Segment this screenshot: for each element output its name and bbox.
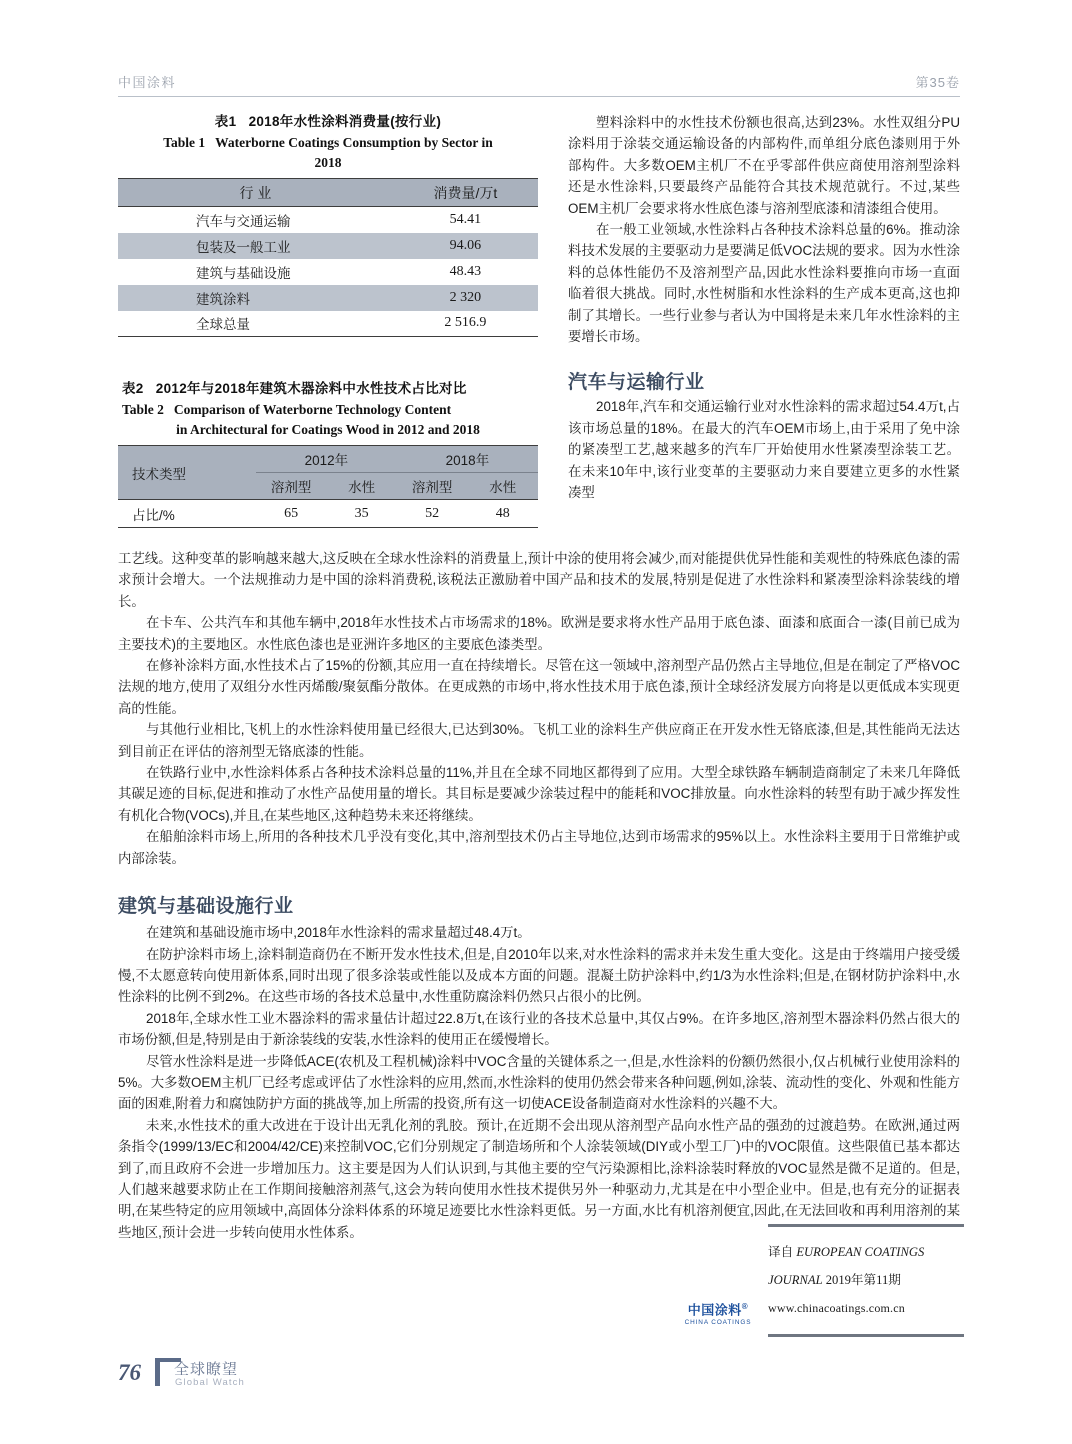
- table-row: [118, 259, 538, 285]
- table1-cell-value: 2 516.9: [444, 315, 487, 331]
- volume-label: 第35卷: [915, 75, 960, 90]
- table2-cell-value: 35: [354, 505, 369, 521]
- table1-cell-value: 48.43: [449, 263, 482, 279]
- table-row: [118, 233, 538, 259]
- table2-cell-value: 65: [284, 505, 299, 521]
- table1-block: [118, 112, 538, 337]
- table1: [118, 178, 538, 337]
- table2-cell-value: 52: [425, 505, 440, 521]
- citation-prefix: 译自: [768, 1245, 794, 1259]
- table1-caption-en-label: Table 1: [163, 135, 206, 150]
- page-number: 76: [118, 1360, 141, 1385]
- table1-caption-en2: 2018: [314, 155, 342, 170]
- citation-issue: 2019年第11期: [825, 1273, 901, 1287]
- table1-cell-sector: 包装及一般工业: [118, 233, 393, 259]
- citation-rule-top: [768, 1224, 964, 1227]
- table2-caption-en-label: Table 2: [122, 402, 164, 417]
- table2-caption-en: [118, 400, 538, 419]
- paragraph-architectural-demand: 在建筑和基础设施市场中,2018年水性涂料的需求量超过48.4万t。: [146, 925, 531, 941]
- table2-caption-en2: in Architectural for Coatings Wood in 2012 and 2018: [176, 422, 480, 437]
- logo-text-cn: 中国涂料®: [687, 1302, 749, 1318]
- table-row: [118, 207, 538, 233]
- table2-caption-cn-label: 表2: [122, 381, 144, 396]
- paragraph-plastics-coatings: 塑料涂料中的水性技术份额也很高,达到23%。水性双组分PU涂料用于涂装交通运输设备的内部构件,而单组分底色漆则用于外部构件。大多数OEM主机厂不在乎零部件供应商使用溶剂型涂料还是水性涂料,只要最终产品能符合其技术规范就行。不过,某些OEM主机厂会要求将水性底色漆与溶剂型底漆和清漆组合使用。: [568, 115, 960, 216]
- table2-cell-value: 48: [495, 505, 510, 521]
- table1-col-sector: 行 业: [118, 179, 393, 207]
- table-row: [118, 285, 538, 311]
- section-heading-automotive: 汽车与运输行业: [568, 372, 705, 394]
- paragraph-refinish: 在修补涂料方面,水性技术占了15%的份额,其应用一直在持续增长。尽管在这一领域中,溶剂型产品仍然占主导地位,但是在制定了严格VOC法规的地方,使用了双组分水性丙烯酸/聚氨酯分散体。在更成熟的市场中,将水性技术用于底色漆,预计全球经济发展方向将是以更低成本实现更高的性能。: [118, 658, 960, 716]
- paragraph-general-industry: 在一般工业领域,水性涂料占各种技术涂料总量的6%。推动涂料技术发展的主要驱动力是要满足低VOC法规的要求。因为水性涂料的总体性能仍不及溶剂型产品,因此水性涂料要推向市场一直面临着很大挑战。同时,水性树脂和水性涂料的生产成本更高,这也抑制了其增长。一些行业参与者认为中国将是未来几年水性涂料的主要增长市场。: [568, 222, 960, 345]
- table1-cell-value: 54.41: [449, 211, 482, 227]
- paragraph-aerospace: 与其他行业相比,飞机上的水性涂料使用量已经很大,已达到30%。飞机工业的涂料生产供应商正在开发水性无铬底漆,但是,其性能尚无法达到目前正在评估的溶剂型无铬底漆的性能。: [118, 722, 960, 759]
- table2-block: [118, 379, 538, 528]
- page-footer: [118, 1358, 418, 1400]
- paragraph-ace: 尽管水性涂料是进一步降低ACE(农机及工程机械)涂料中VOC含量的关键体系之一,但是,水性涂料的份额仍然很小,仅占机械行业使用涂料的5%。大多数OEM主机厂已经考虑或评估了水性涂料的应用,然而,水性涂料的使用仍然会带来各种问题,例如,涂装、流动性的变化、外观和性能方面的困难,附着力和腐蚀防护方面的挑战等,加上所需的投资,所有这一切使ACE设备制造商对水性涂料的兴趣不大。: [118, 1053, 960, 1112]
- footer-section-cn: 全球瞭望: [174, 1361, 239, 1378]
- table1-header-row: [118, 179, 538, 207]
- table-row: [118, 500, 538, 528]
- table1-caption-en: [118, 133, 538, 152]
- china-coatings-logo: [676, 1300, 760, 1326]
- left-column: [118, 112, 538, 528]
- citation-journal-cont: JOURNAL: [768, 1273, 823, 1287]
- running-head: [118, 72, 960, 100]
- footer-section-en: Global Watch: [175, 1377, 245, 1388]
- table1-cell-value: 2 320: [393, 285, 538, 311]
- table2: [118, 445, 538, 528]
- paragraph-marine: 在船舶涂料市场上,所用的各种技术几乎没有变化,其中,溶剂型技术仍占主导地位,达到市场需求的95%以上。水性涂料主要用于日常维护或内部涂装。: [118, 829, 960, 866]
- table2-subheader: 水性: [467, 473, 538, 500]
- citation-line2: [768, 1266, 964, 1294]
- journal-name: 中国涂料: [118, 75, 177, 90]
- citation-line1: [768, 1238, 964, 1266]
- paragraph-future-outlook: 未来,水性技术的重大改进在于设计出无乳化剂的乳胶。预计,在近期不会出现从溶剂型产品向水性产品的强劲的过渡趋势。在欧洲,通过两条指令(1999/13/EC和2004/42/CE)来控制VOC,它们分别规定了制造场所和个人涂装领域(DIY或小型工厂)中的VOC限值。这些限值已基本都达到了,而且政府不会进一步增加压力。这主要是因为人们认识到,与其他主要的空气污染源相比,涂料涂装时释放的VOC显然是微不足道的。但是,人们越来越要求防止在工作期间接触溶剂蒸气,这会为转向使用水性技术提供另外一种驱动力,尤其是在中小型企业中。但是,也有充分的证据表明,在某些特定的应用领域中,高固体分涂料体系的环境足迹要比水性涂料更低。另一方面,水比有机溶剂便宜,因此,在无法回收和再利用溶剂的某些地区,预计会进一步转向使用水性体系。: [118, 1117, 960, 1240]
- paragraph-rail: 在铁路行业中,水性涂料体系占各种技术涂料总量的11%,并且在全球不同地区都得到了应用。大型全球铁路车辆制造商制定了未来几年降低其碳足迹的目标,促进和推动了水性产品使用量的增长。其目标是要减少涂装过程中的能耗和VOC排放量。向水性涂料的转型有助于减少挥发性有机化合物(VOCs),并且,在某些地区,这种趋势未来还将继续。: [118, 765, 960, 823]
- table1-caption-en-line1: Waterborne Coatings Consumption by Sector in: [215, 135, 493, 150]
- table1-cell-sector: 建筑与基础设施: [196, 265, 291, 281]
- paragraph-automotive-intro: 2018年,汽车和交通运输行业对水性涂料的需求超过54.4万t,占该市场总量的18%。在最大的汽车OEM市场上,由于采用了免中涂的紧凑型工艺,越来越多的汽车厂开始使用水性紧凑型涂装工艺。在未来10年中,该行业变革的主要驱动力来自要建立更多的水性紧凑型: [568, 399, 960, 501]
- table2-group-2012: 2012年: [256, 446, 397, 473]
- paragraph-protective: 在防护涂料市场上,涂料制造商仍在不断开发水性技术,但是,自2010年以来,对水性涂料的需求并未发生重大变化。这是由于终端用户接受缓慢,不太愿意转向使用新体系,同时出现了很多涂装或性能以及成本方面的问题。混凝土防护涂料中,约1/3为水性涂料;但是,在钢材防护涂料中,水性涂料的比例不到2%。在这些市场的各技术总量中,水性重防腐涂料仍然只占很小的比例。: [118, 946, 960, 1005]
- source-citation: [768, 1238, 964, 1322]
- table2-caption-cn: [118, 379, 538, 399]
- table2-row-header: 技术类型: [118, 446, 256, 500]
- header-divider: [118, 96, 960, 97]
- right-column: [568, 112, 960, 504]
- table1-cell-sector: 全球总量: [196, 317, 250, 333]
- table2-data-label: 占比/%: [132, 507, 175, 523]
- table1-caption-cn: [118, 112, 538, 132]
- table1-col-consumption: 消费量/万t: [393, 179, 538, 207]
- paragraph-wood: 2018年,全球水性工业木器涂料的需求量估计超过22.8万t,在该行业的各技术总量中,其仅占9%。在许多地区,溶剂型木器涂料仍然占很大的市场份额,但是,特别是由于新涂装线的安装,水性涂料的使用正在缓慢增长。: [118, 1010, 960, 1048]
- citation-url[interactable]: www.chinacoatings.com.cn: [768, 1301, 905, 1315]
- table2-caption-en-line1: Comparison of Waterborne Technology Content: [173, 402, 452, 417]
- full-width-body: [118, 548, 960, 1243]
- table2-group-2018: 2018年: [397, 446, 538, 473]
- table2-subheader: 溶剂型: [256, 473, 327, 500]
- citation-journal: EUROPEAN COATINGS: [796, 1245, 925, 1259]
- footer-accent-bar: [155, 1358, 160, 1386]
- table1-cell-sector: 建筑涂料: [118, 285, 393, 311]
- citation-rule-bottom: [768, 1334, 964, 1337]
- logo-text-en: CHINA COATINGS: [684, 1319, 752, 1327]
- section-heading-architectural: 建筑与基础设施行业: [118, 896, 294, 918]
- paragraph-trucks-buses: 在卡车、公共汽车和其他车辆中,2018年水性技术占市场需求的18%。欧洲是要求将水性产品用于底色漆、面漆和底面合一漆(目前已成为主要技术)的主要地区。水性底色漆也是亚洲许多地区的主要底色漆类型。: [118, 615, 960, 652]
- table2-subheader: 溶剂型: [397, 473, 468, 500]
- paragraph-process-lines: 工艺线。这种变革的影响越来越大,这反映在全球水性涂料的消费量上,预计中涂的使用将会减少,而对能提供优异性能和美观性的特殊底色漆的需求预计会增大。一个法规推动力是中国的涂料消费税,该税法正激励着中国产品和技术的发展,特别是促进了水性涂料和紧凑型涂料涂装线的增长。: [118, 551, 960, 609]
- table2-caption-cn-text: 2012年与2018年建筑木器涂料中水性技术占比对比: [155, 381, 467, 396]
- table1-cell-sector: 汽车与交通运输: [196, 213, 291, 229]
- table2-subheader: 水性: [326, 473, 397, 500]
- table1-caption-cn-text: 2018年水性涂料消费量(按行业): [248, 114, 442, 129]
- table2-group-header-row: [118, 446, 538, 473]
- table-row: [118, 311, 538, 337]
- table1-caption-cn-label: 表1: [214, 114, 237, 129]
- table1-cell-value: 94.06: [393, 233, 538, 259]
